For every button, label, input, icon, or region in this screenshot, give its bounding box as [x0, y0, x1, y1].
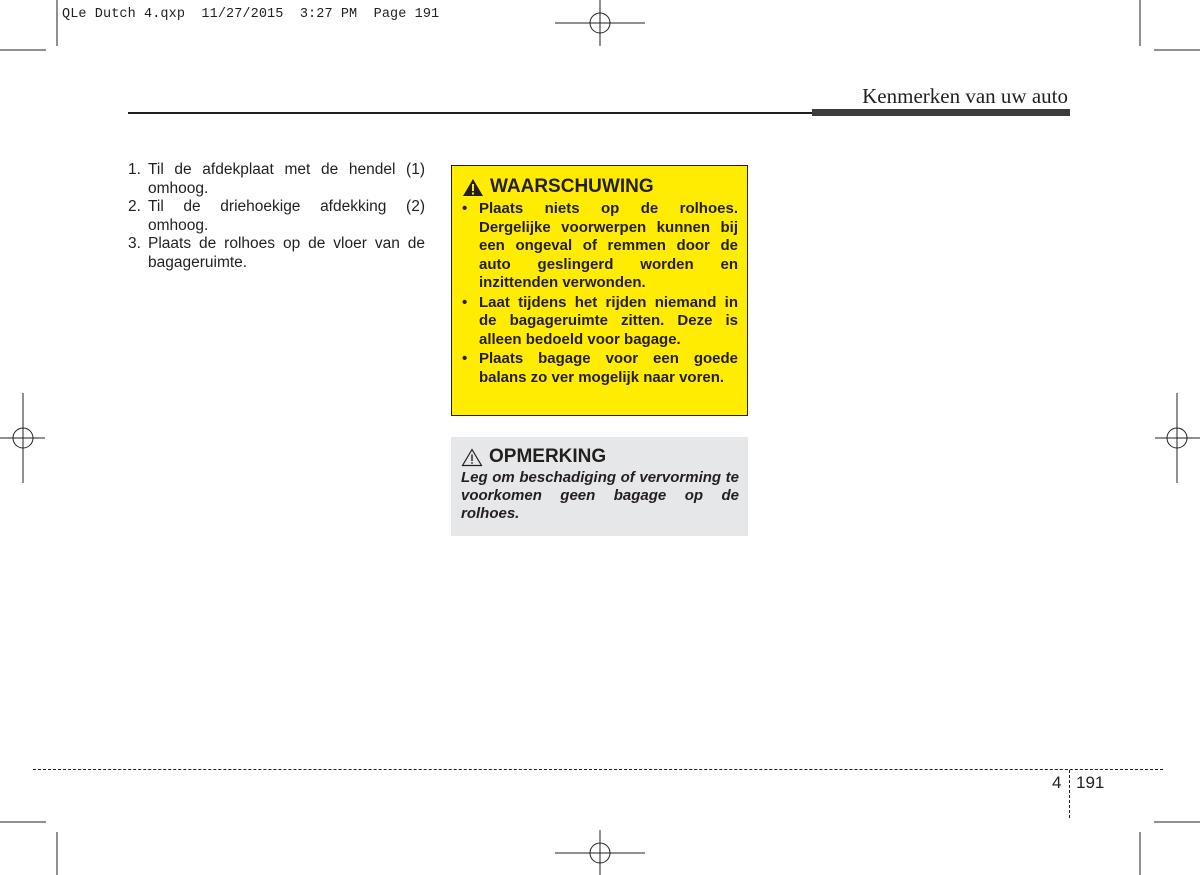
list-item [462, 200, 738, 293]
list-item [128, 161, 425, 198]
note-heading [461, 446, 739, 468]
print-slug: QLe Dutch 4.qxp 11/27/2015 3:27 PM Page 191 [62, 7, 440, 22]
list-item [462, 294, 738, 350]
step-number: 3. [128, 235, 141, 253]
bullet: • [462, 293, 468, 311]
step-number: 2. [128, 198, 141, 216]
step-text: Til de afdekplaat met de hendel (1) omhoog. [148, 161, 425, 197]
warning-triangle-icon [462, 178, 484, 197]
warning-title: WAARSCHUWING [490, 176, 654, 197]
header-rule [128, 112, 814, 114]
list-item [128, 198, 425, 235]
chapter-number: 4 [1052, 773, 1062, 792]
footer-rule [33, 769, 1163, 770]
list-item [128, 235, 425, 272]
warning-item-text: Laat tijdens het rijden niemand in de bagageruimte zitten. Deze is alleen bedoeld voor bagage. [479, 293, 738, 348]
warning-box [451, 165, 748, 416]
header-rule-accent [812, 109, 1070, 116]
warning-item-text: Plaats niets op de rolhoes. Dergelijke voorwerpen kunnen bij een ongeval of remmen door de auto geslingerd worden en inzittenden verwonden. [479, 200, 738, 291]
list-item [462, 350, 738, 387]
section-title: Kenmerken van uw auto [862, 84, 1068, 108]
footer-divider [1069, 770, 1070, 818]
step-text: Til de driehoekige afdekking (2) omhoog. [148, 198, 425, 234]
step-number: 1. [128, 161, 141, 178]
caution-outline-icon [461, 448, 483, 467]
bullet: • [462, 350, 468, 367]
warning-list [462, 200, 738, 387]
step-text: Plaats de rolhoes op de vloer van de bagageruimte. [148, 235, 425, 271]
bullet: • [462, 200, 468, 217]
warning-heading [462, 176, 738, 198]
note-box [451, 437, 748, 536]
warning-item-text: Plaats bagage voor een goede balans zo ver mogelijk naar voren. [479, 350, 738, 386]
page-number: 191 [1076, 773, 1105, 792]
note-text: Leg om beschadiging of vervorming te voorkomen geen bagage op de rolhoes. [461, 469, 739, 523]
step-list [128, 161, 425, 273]
note-title: OPMERKING [489, 446, 607, 467]
